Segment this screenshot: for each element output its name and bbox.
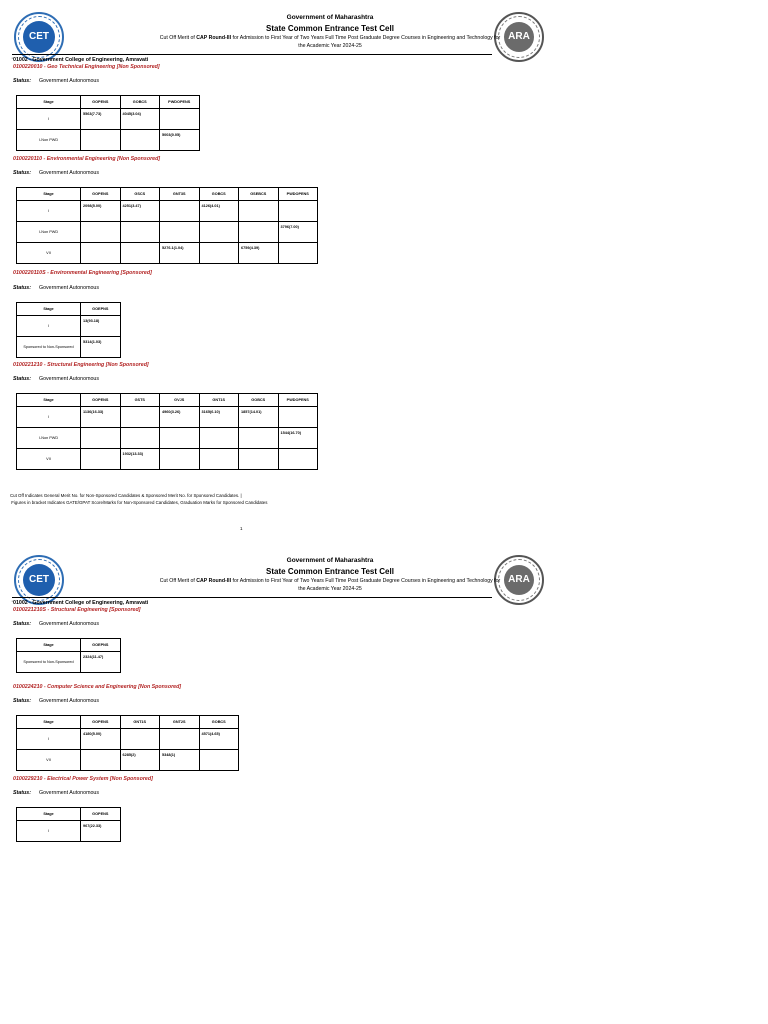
table-row: VII 1932(13.33) (17, 449, 318, 470)
page-number: 1 (240, 526, 243, 531)
course-title: 0100221210S - Structural Engineering [Sponsored] (13, 607, 141, 613)
cet-logo-icon: CET (14, 12, 64, 62)
table-row: Sponsored to Non-Sponsored 5314(1.03) (17, 337, 121, 358)
footnote: Cut Off Indicates General Merit No. for Non-Sponsored Candidates & Sponsored Merit No. for Sponsored Candidates. | Figures in bracket Indicates GATE/GPAT Score/Marks for Non-Sponsored Candidates, Graduation Marks for Sponsored Candidates (10, 493, 268, 505)
college-name: 01002 - Government College of Engineering, Amravati (13, 57, 149, 63)
table-header-row: Stage GOEPNS (17, 639, 121, 652)
header-government: Government of Maharashtra (286, 557, 374, 564)
course-status: Status: Government Autonomous (13, 78, 100, 84)
cutoff-table (16, 95, 200, 151)
table-row: I 13(93.18) (17, 316, 121, 337)
table-row: I 2098(5.00) 4251(3.47) 4126(4.01) (17, 201, 318, 222)
cet-logo-icon: CET (14, 555, 64, 605)
table-row: I 967(22.33) (17, 821, 121, 842)
course-title: 0100220110S - Environmental Engineering [Sponsored] (13, 270, 152, 276)
table-row: VII 6285(2) 5348(1) (17, 750, 239, 771)
table-row: I 1136(16.33) 4960(3.26) 3165(6.10) 1857(14.01) (17, 407, 318, 428)
table-header-row: Stage GOPENS GNT1S GNT2S GOBCS (17, 716, 239, 729)
table-header-row: Stage GOPENS GOBCS PWDOPENS (17, 96, 200, 109)
course-status: Status: Government Autonomous (13, 621, 100, 627)
course-title: 0100224210 - Computer Science and Engineering [Non Sponsored] (13, 684, 182, 690)
ara-logo-icon: ARA (494, 555, 544, 605)
course-title: 0100229210 - Electrical Power System [Non Sponsored] (13, 776, 153, 782)
table-header-row: Stage GOEPNS (17, 303, 121, 316)
table-header-row: Stage GOPENS (17, 808, 121, 821)
table-row: I-Non PWD 1544(16.70) (17, 428, 318, 449)
table-row: I-Non PWD 5003(0.05) (17, 130, 200, 151)
table-row: Sponsored to Non-Sponsored 2324(11.47) (17, 652, 121, 673)
header-divider (12, 54, 492, 55)
table-row: I 5563(7.73) 4045(3.04) (17, 109, 200, 130)
table-header-row: Stage GOPENS GSTS GVJS GNT1S GOBCS PWDOPENS (17, 394, 318, 407)
cutoff-table (16, 638, 121, 673)
ara-logo-icon: ARA (494, 12, 544, 62)
cutoff-table (16, 302, 121, 358)
header-subtitle: Cut Off Merit of CAP Round-III for Admission to First Year of Two Years Full Time Post Graduate Degree Courses in Engineering and Technology for the Academic Year 2024-25 (159, 578, 501, 592)
header-divider (12, 597, 492, 598)
course-title: 0100220110 - Environmental Engineering [Non Sponsored] (13, 156, 161, 162)
course-title: 0100221210 - Structural Engineering [Non Sponsored] (13, 362, 149, 368)
college-name: 01002 - Government College of Engineering, Amravati (13, 600, 149, 606)
header-subtitle: Cut Off Merit of CAP Round-III for Admission to First Year of Two Years Full Time Post Graduate Degree Courses in Engineering and Technology for the Academic Year 2024-25 (159, 35, 501, 49)
table-row: I-Non PWD 3796(7.00) (17, 222, 318, 243)
course-status: Status: Government Autonomous (13, 790, 100, 796)
table-row: VII 5276.1(1.04) 6759(4.39) (17, 243, 318, 264)
cutoff-table (16, 187, 318, 264)
cutoff-table (16, 715, 239, 771)
course-title: 0100220010 - Geo Technical Engineering [Non Sponsored] (13, 64, 160, 70)
header-cell-title: State Common Entrance Test Cell (266, 24, 394, 33)
header-government: Government of Maharashtra (286, 14, 374, 21)
cutoff-table (16, 807, 121, 842)
table-row: I 4180(5.00) 4571(4.65) (17, 729, 239, 750)
course-status: Status: Government Autonomous (13, 698, 100, 704)
table-header-row: Stage GOPENS GSCS GNT3S GOBCS GSEBCS PWDOPENS (17, 188, 318, 201)
header-cell-title: State Common Entrance Test Cell (266, 567, 394, 576)
course-status: Status: Government Autonomous (13, 170, 100, 176)
course-status: Status: Government Autonomous (13, 376, 100, 382)
cutoff-table (16, 393, 318, 470)
course-status: Status: Government Autonomous (13, 285, 100, 291)
